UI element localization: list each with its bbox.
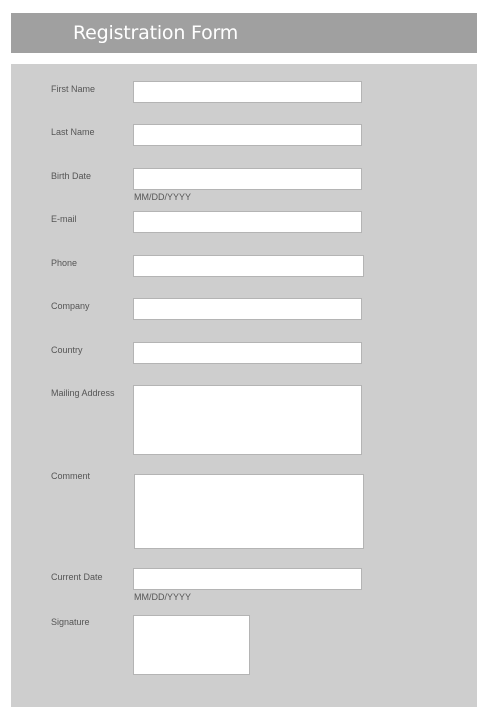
- phone-input[interactable]: [133, 255, 364, 277]
- comment-textarea[interactable]: [134, 474, 364, 549]
- company-input[interactable]: [133, 298, 362, 320]
- mailing-address-label: Mailing Address: [51, 388, 115, 398]
- first-name-label: First Name: [51, 84, 96, 94]
- last-name-label: Last Name: [51, 127, 95, 137]
- birth-date-format-hint: MM/DD/YYYY: [134, 192, 192, 202]
- signature-label: Signature: [51, 617, 90, 627]
- current-date-format-hint: MM/DD/YYYY: [134, 592, 192, 602]
- email-label: E-mail: [51, 214, 77, 224]
- company-label: Company: [51, 301, 90, 311]
- first-name-input[interactable]: [133, 81, 362, 103]
- mailing-address-textarea[interactable]: [133, 385, 362, 455]
- phone-label: Phone: [51, 258, 78, 268]
- comment-label: Comment: [51, 471, 91, 481]
- current-date-label: Current Date: [51, 572, 103, 582]
- last-name-input[interactable]: [133, 124, 362, 146]
- current-date-input[interactable]: [133, 568, 362, 590]
- signature-box[interactable]: [133, 615, 250, 675]
- country-input[interactable]: [133, 342, 362, 364]
- form-title: Registration Form: [73, 22, 239, 44]
- country-label: Country: [51, 345, 83, 355]
- form-header: [11, 13, 477, 53]
- email-input[interactable]: [133, 211, 362, 233]
- birth-date-input[interactable]: [133, 168, 362, 190]
- birth-date-label: Birth Date: [51, 171, 92, 181]
